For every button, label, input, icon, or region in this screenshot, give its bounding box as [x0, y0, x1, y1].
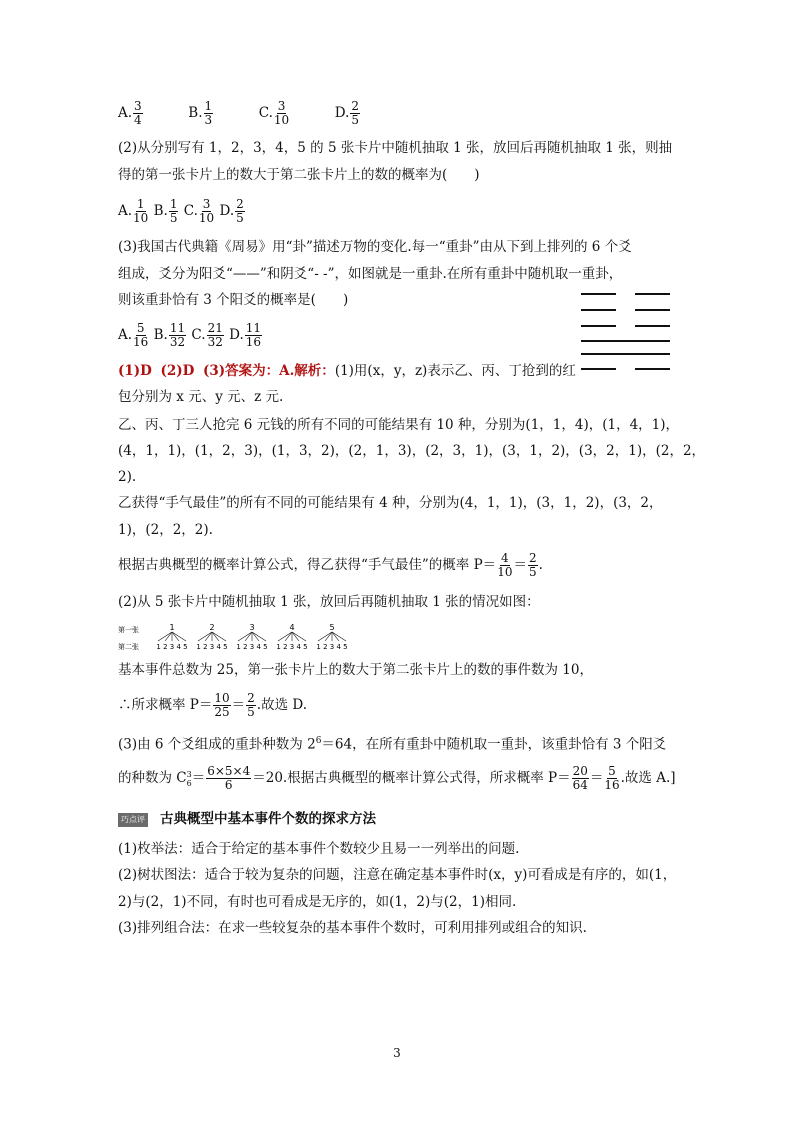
tree-first-card: 2 [209, 623, 215, 632]
review-badge: 巧点评 [118, 813, 148, 827]
q3-options: A. $\frac{5}{16}$ B. $\frac{11}{32}$ C. $\frac{21}{32}$ D. $\frac{11}{16}$ [118, 321, 262, 349]
tree-branch-line [332, 632, 339, 641]
tree-branch-group [276, 623, 307, 651]
page-number: 3 [393, 1046, 401, 1060]
tree-branch-group [156, 623, 187, 651]
yin-line-left-3 [581, 325, 616, 327]
solution-line-6: 1)，(2，2，2). [118, 522, 213, 538]
tree-row2-label: 第二张 [118, 643, 139, 651]
tree-branch-line [198, 632, 212, 641]
tree-second-cards: 1 2 3 4 5 [236, 643, 268, 651]
tree-first-card: 3 [249, 623, 255, 632]
tree-branch-line [238, 632, 252, 641]
tree-branch-line [292, 632, 306, 641]
q1-option-b: B. $\frac{1}{3}$ [188, 99, 213, 127]
tree-intro: (2)从 5 张卡片中随机抽取 1 张，放回后再随机抽取 1 张的情况如图： [118, 594, 540, 610]
method-line-2: (2)树状图法：适合于较为复杂的问题，注意在确定基本事件时(x，y)可看成是有序的，如(1， [118, 867, 677, 883]
tree-branch-line [318, 632, 332, 641]
tree-branch-line [205, 632, 212, 641]
tree-branch-line [278, 632, 292, 641]
solution-line-1: 包分别为 x 元、y 元、z 元. [118, 389, 284, 405]
yin-line-right-2 [635, 309, 670, 311]
method-line-3: 2)与(2，1)不同，有时也可看成是无序的，如(1，2)与(2，1)相同. [118, 894, 517, 910]
yin-line-right-4 [635, 368, 670, 370]
part3-line-1: (3)由 6 个爻组成的重卦种数为 $2^6=64$，在所有重卦中随机取一重卦，该重卦恰有 3 个阳爻 [118, 736, 667, 753]
tree-branch-line [252, 632, 266, 641]
q1-option-c: C. $\frac{3}{10}$ [258, 99, 290, 127]
q2-text-line-2: 得的第一张卡片上的数大于第二张卡片上的数的概率为( ) [118, 167, 480, 183]
tree-branch-line [285, 632, 292, 641]
tree-row1-label: 第一张 [118, 626, 139, 634]
tree-branch-line [158, 632, 172, 641]
total-events-line: 基本事件总数为 25，第一张卡片上的数大于第二张卡片上的数的事件数为 10， [118, 662, 593, 678]
tree-first-card: 1 [169, 623, 175, 632]
yin-line-right-3 [635, 325, 670, 327]
tree-branch-line [212, 632, 226, 641]
tree-branch-line [292, 632, 299, 641]
tree-branch-group [316, 623, 347, 651]
q1-options [118, 100, 361, 127]
answer-line: (1)D (2)D (3)答案为：A.解析：(1)用(x，y，z)表示乙、丙、丁抢到的红 [118, 363, 576, 379]
tree-branch-line [172, 632, 179, 641]
tree-branch-group [236, 623, 267, 651]
tree-second-cards: 1 2 3 4 5 [156, 643, 188, 651]
tree-branch-line [252, 632, 259, 641]
probability-line: 根据古典概型的概率计算公式，得乙获得“手气最佳”的概率 P＝ $\frac{4}{10}$ ＝ $\frac{2}{5}$ . [118, 551, 543, 579]
tree-branch-line [212, 632, 219, 641]
tree-branch-group [196, 623, 227, 651]
yin-line-left-4 [581, 368, 616, 370]
q1-option-a: A. $\frac{3}{4}$ [118, 99, 142, 127]
tree-branch-line [245, 632, 252, 641]
tree-branch-line [332, 632, 346, 641]
tree-branch-line [172, 632, 186, 641]
yang-line-1 [581, 340, 670, 342]
tree-diagram [118, 622, 378, 652]
hexagram-figure [578, 290, 670, 374]
q2-text-line-1: (2)从分别写有 1，2，3，4，5 的 5 张卡片中随机抽取 1 张，放回后再随机抽取 1 张，则抽 [118, 140, 673, 156]
method-line-4: (3)排列组合法：在求一些较复杂的基本事件个数时，可利用排列或组合的知识. [118, 920, 587, 936]
tree-first-card: 5 [329, 623, 335, 632]
tree-branch-line [325, 632, 332, 641]
tree-branch-line [165, 632, 172, 641]
probability-line-2: ∴所求概率 P＝ $\frac{10}{25}$ ＝ $\frac{2}{5}$ .故选 D. [118, 691, 308, 719]
yin-line-right-1 [635, 293, 670, 295]
review-title: 古典概型中基本事件个数的探求方法 [160, 811, 376, 827]
solution-line-4: 2). [118, 469, 137, 485]
solution-line-5: 乙获得“手气最佳”的所有不同的可能结果有 4 种，分别为(4，1，1)，(3，1，2)，(3，2， [118, 495, 663, 511]
tree-second-cards: 1 2 3 4 5 [196, 643, 228, 651]
tree-second-cards: 1 2 3 4 5 [276, 643, 308, 651]
tree-second-cards: 1 2 3 4 5 [316, 643, 348, 651]
yin-line-left-2 [581, 309, 616, 311]
tree-first-card: 4 [289, 623, 295, 632]
q3-text-line-1: (3)我国古代典籍《周易》用“卦”描述万物的变化.每一“重卦”由从下到上排列的 6 个爻 [118, 239, 632, 255]
solution-line-2: 乙、丙、丁三人抢完 6 元钱的所有不同的可能结果有 10 种，分别为(1，1，4)，(1，4，1)， [118, 417, 680, 433]
solution-line-3: (4，1，1)，(1，2，3)，(1，3，2)，(2，1，3)，(2，3，1)，(3，1，2)，(3，2，1)，(2，2， [118, 443, 706, 459]
review-heading [118, 811, 376, 827]
method-line-1: (1)枚举法：适合于给定的基本事件个数较少且易一一列举出的问题. [118, 841, 520, 857]
q3-text-line-2: 组成，爻分为阳爻“——”和阴爻“- -”，如图就是一重卦.在所有重卦中随机取一重卦， [118, 266, 623, 282]
yang-line-2 [581, 353, 670, 355]
q2-options: A. $\frac{1}{10}$ B. $\frac{1}{5}$ C. $\frac{3}{10}$ D. $\frac{2}{5}$ [118, 197, 244, 225]
q1-option-d: D. $\frac{2}{5}$ [334, 99, 360, 127]
q3-text-line-3: 则该重卦恰有 3 个阳爻的概率是( ) [118, 292, 349, 308]
part3-line-2: 的种数为 C 3 6 ＝ $\frac{6\times 5\times 4}{6}$ ＝20.根据古典概型的概率计算公式得，所求概率 P＝ $\frac{20}{64}$ ＝ $\frac{5}{16}$ .故选 A.] [118, 764, 676, 792]
yin-line-left-1 [581, 293, 616, 295]
